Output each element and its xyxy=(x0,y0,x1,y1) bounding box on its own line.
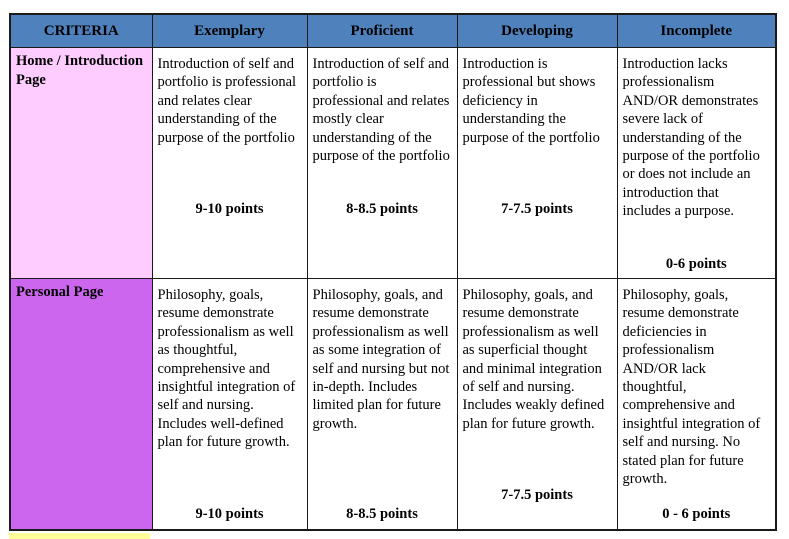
cell-description: Introduction of self and portfolio is professional and relates mostly clear understanding of the purpose of the portfolio xyxy=(312,56,450,165)
rubric-cell-proficient xyxy=(307,48,457,279)
rubric-cell-developing xyxy=(457,279,617,531)
header-criteria: CRITERIA xyxy=(10,14,152,48)
rubric-cell-incomplete xyxy=(617,279,776,531)
cell-points: 0-6 points xyxy=(665,256,727,272)
rubric-cell-incomplete xyxy=(617,48,776,279)
cell-description: Introduction is professional but shows deficiency in understanding the purpose of the portfolio xyxy=(462,56,600,146)
cell-description: Philosophy, goals, and resume demonstrate professionalism as well as superficial thought and minimal integration of self and nursing. Includes weakly defined plan for future growth. xyxy=(462,287,605,432)
criteria-label: Home / Introduction Page xyxy=(16,53,144,88)
criteria-label: Personal Page xyxy=(16,284,104,300)
table-row xyxy=(10,48,776,279)
cell-description: Introduction of self and portfolio is professional and relates clear understanding of the purpose of the portfolio xyxy=(157,56,297,146)
rubric-cell-developing xyxy=(457,48,617,279)
cell-points: 0 - 6 points xyxy=(662,506,731,522)
header-row xyxy=(10,14,776,48)
rubric-cell-exemplary xyxy=(152,279,307,531)
header-proficient: Proficient xyxy=(307,14,457,48)
rubric-cell-exemplary xyxy=(152,48,307,279)
cell-points: 9-10 points xyxy=(195,506,264,522)
table-row xyxy=(10,279,776,531)
cell-points: 9-10 points xyxy=(195,201,264,217)
cell-description: Philosophy, goals, resume demonstrate deficiencies in professionalism AND/OR lack thoughtful, comprehensive and insightful integration of self and nursing. No stated plan for future growth. xyxy=(622,287,761,488)
next-row-strip xyxy=(9,533,775,539)
header-exemplary: Exemplary xyxy=(152,14,307,48)
cell-points: 8-8.5 points xyxy=(346,201,418,217)
cell-description: Introduction lacks professionalism AND/OR demonstrates severe lack of understanding of the purpose of the portfolio or does not include an introduction that includes a purpose. xyxy=(622,56,760,220)
header-developing: Developing xyxy=(457,14,617,48)
cell-points: 7-7.5 points xyxy=(501,487,573,503)
header-incomplete: Incomplete xyxy=(617,14,776,48)
cell-points: 8-8.5 points xyxy=(346,506,418,522)
criteria-cell xyxy=(10,279,152,531)
rubric-table xyxy=(9,13,777,531)
next-criteria-cell xyxy=(9,533,150,539)
cell-points: 7-7.5 points xyxy=(501,201,573,217)
cell-description: Philosophy, goals, and resume demonstrate professionalism as well as some integration of self and nursing but not in-depth. Includes limited plan for future growth. xyxy=(312,287,450,432)
criteria-cell xyxy=(10,48,152,279)
rubric-cell-proficient xyxy=(307,279,457,531)
cell-description: Philosophy, goals, resume demonstrate professionalism as well as thoughtful, comprehensive and insightful integration of self and nursing. Includes well-defined plan for future growth. xyxy=(157,287,296,451)
